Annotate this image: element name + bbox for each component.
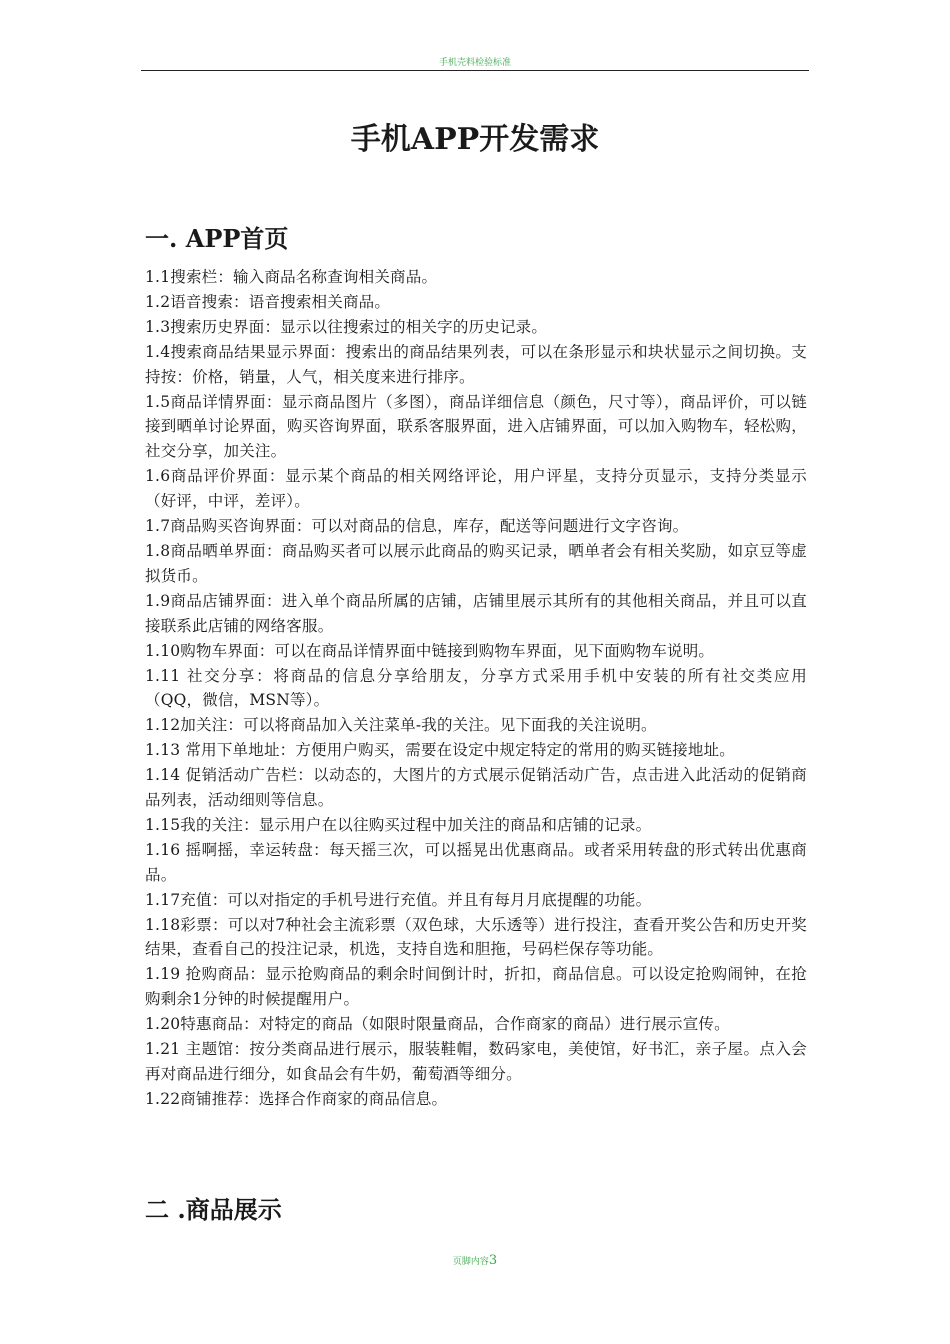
list-item: 1.5商品详情界面：显示商品图片（多图），商品详细信息（颜色，尺寸等），商品评价，可以链接到晒单讨论界面，购买咨询界面，联系客服界面，进入店铺界面，可以加入购物车，轻松购，社交分享，加关注。 xyxy=(145,392,807,461)
list-item: 1.22商铺推荐：选择合作商家的商品信息。 xyxy=(145,1089,448,1108)
list-item: 1.13 常用下单地址：方便用户购买，需要在设定中规定特定的常用的购买链接地址。 xyxy=(145,741,735,760)
list-item: 1.10购物车界面：可以在商品详情界面中链接到购物车界面，见下面购物车说明。 xyxy=(145,641,715,660)
list-item: 1.12加关注：可以将商品加入关注菜单-我的关注。见下面我的关注说明。 xyxy=(145,716,657,735)
header-rule xyxy=(141,70,809,71)
requirements-list xyxy=(145,265,807,1112)
page-number: 3 xyxy=(488,1253,498,1268)
list-item: 1.14 促销活动广告栏：以动态的，大图片的方式展示促销活动广告，点击进入此活动的促销商品列表，活动细则等信息。 xyxy=(145,766,807,810)
page-header-text: 手机壳料检验标准 xyxy=(438,58,511,68)
list-item: 1.7商品购买咨询界面：可以对商品的信息，库存，配送等问题进行文字咨询。 xyxy=(145,517,689,536)
list-item: 1.11 社交分享：将商品的信息分享给朋友，分享方式采用手机中安装的所有社交类应用（QQ，微信，MSN等）。 xyxy=(145,666,807,710)
list-item: 1.19 抢购商品：显示抢购商品的剩余时间倒计时，折扣，商品信息。可以设定抢购闹钟，在抢购剩余1分钟的时候提醒用户。 xyxy=(145,965,807,1009)
list-item: 1.20特惠商品：对特定的商品（如限时限量商品，合作商家的商品）进行展示宣传。 xyxy=(145,1015,730,1034)
list-item: 1.18彩票：可以对7种社会主流彩票（双色球，大乐透等）进行投注，查看开奖公告和历史开奖结果，查看自己的投注记录，机选，支持自选和胆拖，号码栏保存等功能。 xyxy=(145,915,807,959)
list-item: 1.6商品评价界面：显示某个商品的相关网络评论，用户评星，支持分页显示，支持分类显示（好评，中评，差评）。 xyxy=(145,467,807,511)
list-item: 1.17充值：可以对指定的手机号进行充值。并且有每月月底提醒的功能。 xyxy=(145,890,652,909)
page-footer xyxy=(0,1251,950,1270)
list-item: 1.1搜索栏：输入商品名称查询相关商品。 xyxy=(145,268,438,286)
list-item: 1.4搜索商品结果显示界面：搜索出的商品结果列表，可以在条形显示和块状显示之间切换。支持按：价格，销量，人气，相关度来进行排序。 xyxy=(145,342,807,386)
section-heading-product-display: 二 .商品展示 xyxy=(145,1195,282,1224)
list-item: 1.8商品晒单界面：商品购买者可以展示此商品的购买记录，晒单者会有相关奖励，如京豆等虚拟货币。 xyxy=(145,541,807,585)
section-heading-app-home: 一. APP首页 xyxy=(145,224,289,253)
list-item: 1.15我的关注：显示用户在以往购买过程中加关注的商品和店铺的记录。 xyxy=(145,815,652,834)
footer-label: 页脚内容 xyxy=(452,1257,489,1267)
list-item: 1.3搜索历史界面：显示以往搜索过的相关字的历史记录。 xyxy=(145,317,548,336)
document-title: 手机APP开发需求 xyxy=(350,122,600,157)
list-item: 1.2语音搜索：语音搜索相关商品。 xyxy=(145,292,391,311)
list-item: 1.21 主题馆：按分类商品进行展示，服装鞋帽，数码家电，美使馆，好书汇，亲子屋。点入会再对商品进行细分，如食品会有牛奶，葡萄酒等细分。 xyxy=(145,1040,807,1083)
list-item: 1.9商品店铺界面：进入单个商品所属的店铺，店铺里展示其所有的其他相关商品，并且可以直接联系此店铺的网络客服。 xyxy=(145,591,807,635)
list-item: 1.16 摇啊摇，幸运转盘：每天摇三次，可以摇晃出优惠商品。或者采用转盘的形式转出优惠商品。 xyxy=(145,840,807,884)
